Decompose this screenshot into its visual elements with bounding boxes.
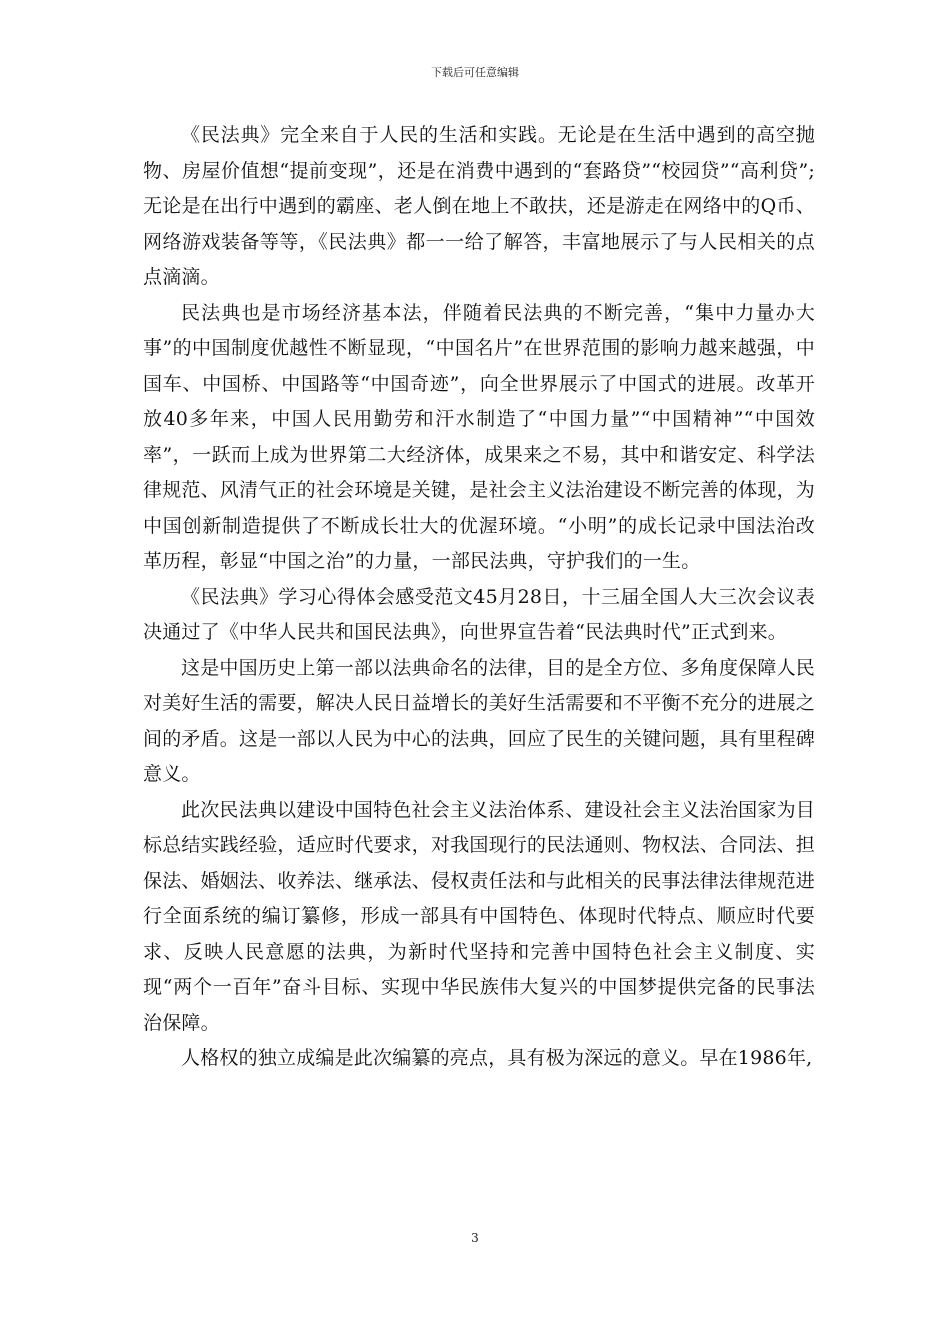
paragraph-6: 人格权的独立成编是此次编纂的亮点，具有极为深远的意义。早在1986年, xyxy=(181,1047,813,1069)
page-header: 下载后可任意编辑 xyxy=(431,66,519,79)
document-body xyxy=(143,118,815,1077)
paragraph-5: 此次民法典以建设中国特色社会主义法治体系、建设社会主义法治国家为目标总结实践经验，适应时代要求，对我国现行的民法通则、物权法、合同法、担保法、婚姻法、收养法、继承法、侵权责任法和与此相关的民事法律法律规范进行全面系统的编订纂修，形成一部具有中国特色、体现时代特点、顺应时代要求、反映人民意愿的法典，为新时代坚持和完善中国特色社会主义制度、实现“两个一百年”奋斗目标、实现中华民族伟大复兴的中国梦提供完备的民事法治保障。 xyxy=(143,798,816,1034)
paragraph-3: 《民法典》学习心得体会感受范文45月28日，十三届全国人大三次会议表决通过了《中华人民共和国民法典》，向世界宣告着“民法典时代”正式到来。 xyxy=(143,585,815,643)
page-number: 3 xyxy=(471,1231,479,1245)
paragraph-2: 民法典也是市场经济基本法，伴随着民法典的不断完善，“集中力量办大事”的中国制度优越性不断显现，“中国名片”在世界范围的影响力越来越强，中国车、中国桥、中国路等“中国奇迹”，向全世界展示了中国式的进展。改革开放40多年来，中国人民用勤劳和汗水制造了“中国力量”“中国精神”“中国效率”，一跃而上成为世界第二大经济体，成果来之不易，其中和谐安定、科学法律规范、风清气正的社会环境是关键，是社会主义法治建设不断完善的体现，为中国创新制造提供了不断成长壮大的优渥环境。“小明”的成长记录中国法治改革历程，彰显“中国之治”的力量，一部民法典，守护我们的一生。 xyxy=(143,301,816,572)
paragraph-4: 这是中国历史上第一部以法典命名的法律，目的是全方位、多角度保障人民对美好生活的需要，解决人民日益增长的美好生活需要和不平衡不充分的进展之间的矛盾。这是一部以人民为中心的法典，回应了民生的关键问题，具有里程碑意义。 xyxy=(143,656,816,785)
paragraph-1: 《民法典》完全来自于人民的生活和实践。无论是在生活中遇到的高空抛物、房屋价值想“提前变现”，还是在消费中遇到的“套路贷”“校园贷”“高利贷”;无论是在出行中遇到的霸座、老人倒在地上不敢扶，还是游走在网络中的Q币、网络游戏装备等等，《民法典》都一一给了解答，丰富地展示了与人民相关的点点滴滴。 xyxy=(143,124,815,288)
